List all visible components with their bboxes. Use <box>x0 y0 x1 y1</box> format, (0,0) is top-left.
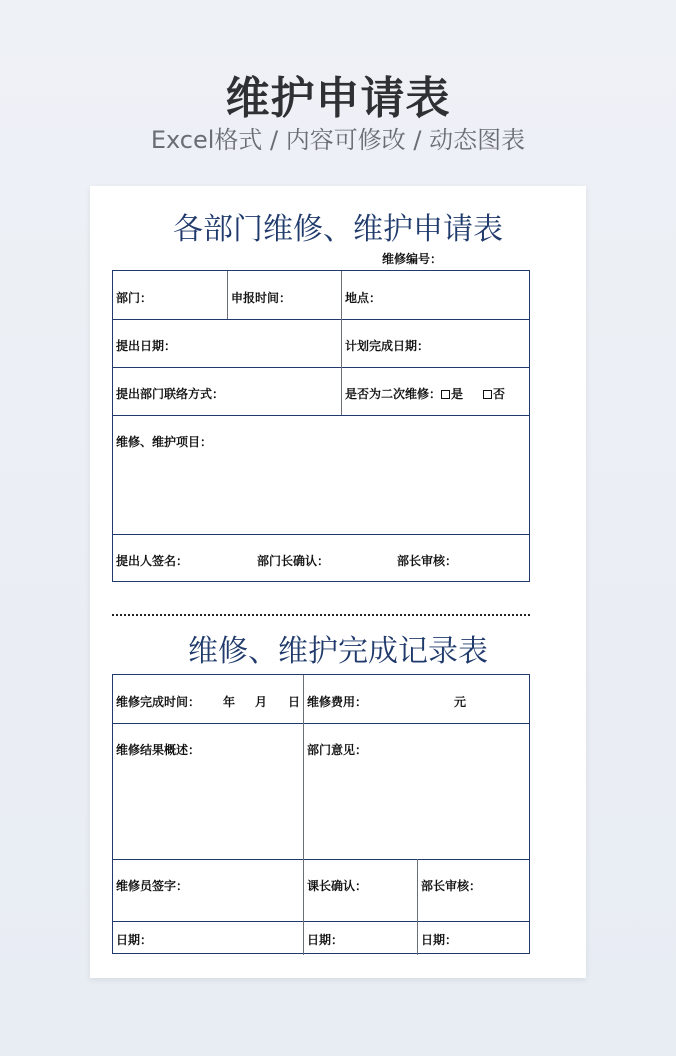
cost-label: 维修费用： <box>307 695 368 709</box>
cut-line <box>112 614 530 616</box>
result-summary-label: 维修结果概述： <box>116 743 201 757</box>
form-sheet <box>90 186 586 978</box>
section-chief-confirm-label: 课长确认： <box>307 879 368 893</box>
minister-review-label: 部长审核： <box>397 554 458 568</box>
completion-form-title: 维修、维护完成记录表 <box>188 634 488 669</box>
no-option-label: 否 <box>493 387 506 401</box>
yes-checkbox[interactable] <box>441 390 450 399</box>
completion-form-table <box>112 674 530 954</box>
items-label: 维修、维护项目： <box>116 435 213 449</box>
submitter-sign-label: 提出人签名： <box>116 554 189 568</box>
repair-number-label: 维修编号： <box>382 252 443 266</box>
yes-option-label: 是 <box>451 387 464 401</box>
dept-head-confirm-label: 部门长确认： <box>257 554 330 568</box>
dept-label: 部门： <box>116 291 153 305</box>
repairer-sign-label: 维修员签字： <box>116 879 189 893</box>
page-subtitle: Excel格式 / 内容可修改 / 动态图表 <box>150 126 526 154</box>
date-label-1: 日期： <box>116 933 153 947</box>
request-form-title: 各部门维修、维护申请表 <box>173 212 503 247</box>
location-label: 地点： <box>345 291 382 305</box>
contact-label: 提出部门联络方式： <box>116 387 225 401</box>
date-label-3: 日期： <box>421 933 458 947</box>
minister-review-label-2: 部长审核： <box>421 879 482 893</box>
page-title: 维护申请表 <box>225 73 451 124</box>
second-repair-label: 是否为二次维修： <box>345 387 442 401</box>
day-label: 日 <box>288 695 301 709</box>
yuan-label: 元 <box>454 695 467 709</box>
date-label-2: 日期： <box>307 933 344 947</box>
submit-date-label: 提出日期： <box>116 339 177 353</box>
finish-time-label: 维修完成时间： <box>116 695 201 709</box>
year-label: 年 <box>223 695 236 709</box>
report-time-label: 申报时间： <box>231 291 292 305</box>
second-repair-field <box>345 385 505 402</box>
request-form-table <box>112 270 530 582</box>
dept-opinion-label: 部门意见： <box>307 743 368 757</box>
no-checkbox[interactable] <box>483 390 492 399</box>
plan-date-label: 计划完成日期： <box>345 339 430 353</box>
month-label: 月 <box>255 695 268 709</box>
